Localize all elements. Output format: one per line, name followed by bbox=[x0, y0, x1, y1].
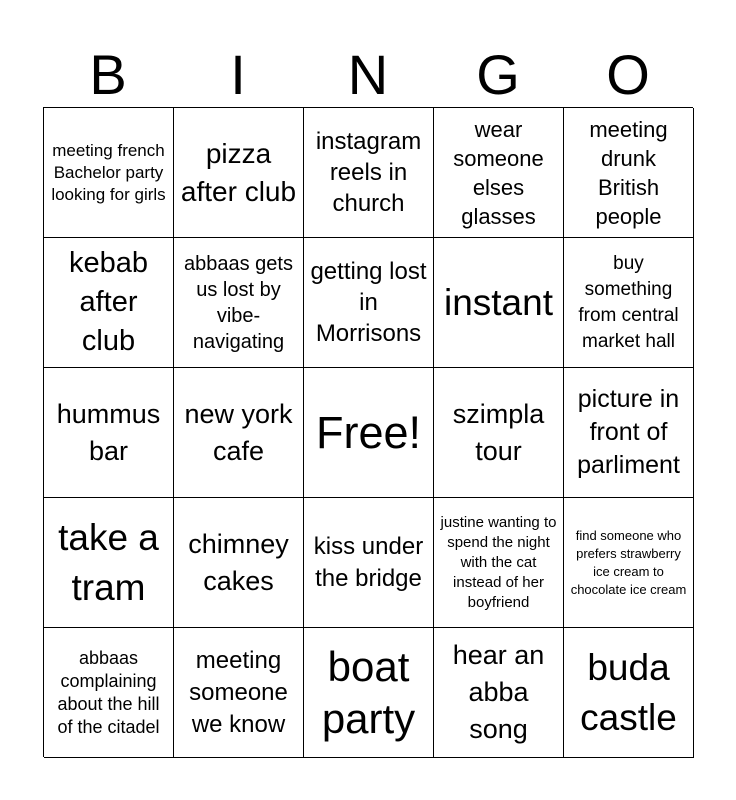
header-letter-n: N bbox=[347, 43, 389, 106]
bingo-cell[interactable] bbox=[174, 238, 304, 368]
bingo-cell[interactable] bbox=[434, 238, 564, 368]
bingo-cell-text: chimney cakes bbox=[188, 528, 289, 596]
bingo-cell-text: picture in front of parliment bbox=[577, 385, 680, 479]
bingo-cell-text: take a tram bbox=[58, 516, 159, 608]
bingo-cell-text: kebab after club bbox=[68, 247, 148, 357]
bingo-cell-text: meeting drunk British people bbox=[589, 116, 668, 229]
bingo-cell-text: instant bbox=[443, 281, 553, 323]
bingo-cell-text: boat party bbox=[321, 642, 416, 742]
bingo-cell[interactable] bbox=[174, 368, 304, 498]
bingo-cell[interactable] bbox=[44, 368, 174, 498]
bingo-cell[interactable] bbox=[564, 368, 694, 498]
header-letter-g: G bbox=[476, 43, 520, 106]
bingo-cell-text: meeting someone we know bbox=[189, 646, 288, 738]
bingo-cell[interactable] bbox=[174, 628, 304, 758]
bingo-cell[interactable] bbox=[44, 238, 174, 368]
bingo-cell-text: new york cafe bbox=[184, 398, 293, 466]
bingo-card-grid bbox=[43, 107, 693, 757]
bingo-cell-text: szimpla tour bbox=[452, 398, 545, 466]
bingo-cell[interactable] bbox=[564, 238, 694, 368]
bingo-cell-text: instagram reels in church bbox=[315, 128, 422, 217]
bingo-cell-text: abbaas gets us lost by vibe-navigating bbox=[184, 252, 293, 353]
bingo-cell[interactable] bbox=[304, 238, 434, 368]
header-letter-b: B bbox=[89, 43, 127, 106]
bingo-cell-text: kiss under the bridge bbox=[313, 532, 424, 592]
bingo-cell[interactable] bbox=[44, 498, 174, 628]
bingo-cell-text: justine wanting to spend the night with the cat instead of her boyfriend bbox=[440, 513, 557, 611]
bingo-cell[interactable] bbox=[44, 108, 174, 238]
free-space[interactable] bbox=[304, 368, 434, 498]
bingo-header bbox=[43, 44, 693, 106]
bingo-cell-text: hear an abba song bbox=[452, 640, 545, 744]
bingo-cell[interactable] bbox=[434, 368, 564, 498]
bingo-cell[interactable] bbox=[434, 498, 564, 628]
bingo-cell-text: abbaas complaining about the hill of the citadel bbox=[57, 647, 160, 737]
bingo-cell-text: buy something from central market hall bbox=[578, 252, 679, 352]
bingo-cell[interactable] bbox=[174, 498, 304, 628]
bingo-cell-text: pizza after club bbox=[180, 137, 297, 207]
bingo-cell[interactable] bbox=[44, 628, 174, 758]
free-space-text: Free! bbox=[315, 406, 422, 458]
bingo-cell[interactable] bbox=[564, 108, 694, 238]
bingo-cell-text: getting lost in Morrisons bbox=[310, 258, 427, 347]
bingo-cell[interactable] bbox=[304, 498, 434, 628]
bingo-cell-text: buda castle bbox=[580, 646, 677, 738]
bingo-cell-text: meeting french Bachelor party looking for girls bbox=[51, 140, 166, 204]
header-letter-i: I bbox=[230, 43, 246, 106]
bingo-cell[interactable] bbox=[304, 108, 434, 238]
header-letter-o: O bbox=[606, 43, 650, 106]
bingo-cell[interactable] bbox=[434, 108, 564, 238]
bingo-cell-text: hummus bar bbox=[56, 398, 161, 466]
bingo-cell-text: wear someone elses glasses bbox=[453, 116, 544, 229]
bingo-cell[interactable] bbox=[564, 628, 694, 758]
bingo-cell[interactable] bbox=[174, 108, 304, 238]
bingo-cell[interactable] bbox=[304, 628, 434, 758]
bingo-cell[interactable] bbox=[564, 498, 694, 628]
bingo-cell[interactable] bbox=[434, 628, 564, 758]
bingo-cell-text: find someone who prefers strawberry ice cream to chocolate ice cream bbox=[570, 527, 687, 597]
